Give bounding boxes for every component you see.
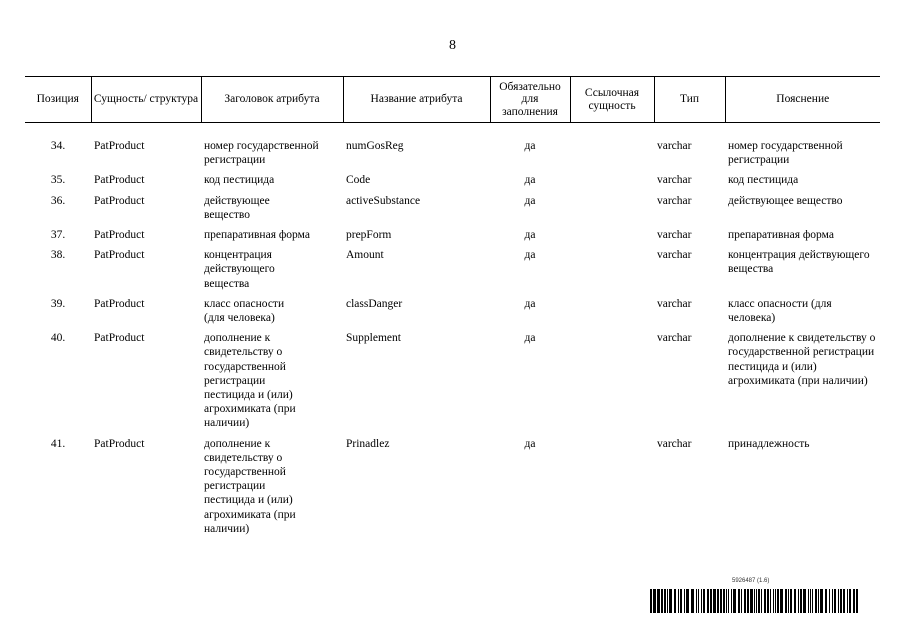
cell-entity: PatProduct <box>94 174 145 187</box>
cell-position: 41. <box>50 437 66 450</box>
cell-required: да <box>524 332 536 345</box>
cell-entity: PatProduct <box>94 229 145 242</box>
cell-type: varchar <box>657 437 692 450</box>
cell-entity: PatProduct <box>94 332 145 345</box>
cell-note: концентрация действующего вещества <box>728 249 870 276</box>
barcode-image <box>650 589 859 613</box>
cell-attribute-title: препаративная форма <box>204 229 310 242</box>
table-row <box>25 173 880 193</box>
cell-reference-entity <box>570 248 654 297</box>
cell-attribute-title: концентрация действующего вещества <box>204 249 275 290</box>
cell-type: varchar <box>657 174 692 187</box>
cell-position: 34. <box>50 140 66 152</box>
table-header-row <box>25 77 880 123</box>
table-row <box>25 228 880 248</box>
cell-note: препаративная форма <box>728 229 834 242</box>
cell-required: да <box>524 229 536 242</box>
cell-attribute-name: prepForm <box>346 229 392 242</box>
cell-attribute-title: класс опасности (для человека) <box>204 297 285 325</box>
cell-note: код пестицида <box>728 174 799 187</box>
page-number: 8 <box>449 38 456 53</box>
cell-attribute-title: действующее вещество <box>204 194 270 221</box>
cell-note: дополнение к свидетельству о государственной регистрации пестицида и (или) агрохимиката (при наличии) <box>728 332 876 387</box>
cell-reference-entity <box>570 173 654 193</box>
cell-attribute-name: activeSubstance <box>346 194 421 207</box>
cell-attribute-title: номер государственной регистрации <box>204 140 319 167</box>
cell-reference-entity <box>570 331 654 436</box>
cell-attribute-name: classDanger <box>346 297 403 310</box>
cell-reference-entity <box>570 228 654 248</box>
cell-note: действующее вещество <box>728 194 843 207</box>
cell-position: 38. <box>50 249 66 262</box>
cell-attribute-name: Prinadlez <box>346 437 390 450</box>
barcode-caption: 5926487 (1.6) <box>732 578 770 584</box>
table-row <box>25 248 880 297</box>
cell-reference-entity <box>570 297 654 331</box>
cell-type: varchar <box>657 140 692 152</box>
cell-required: да <box>524 140 536 152</box>
header-attribute-title: Заголовок атрибута <box>201 77 343 123</box>
table-row <box>25 297 880 331</box>
cell-position: 39. <box>50 297 66 310</box>
cell-attribute-name: Code <box>346 174 371 187</box>
cell-note: принадлежность <box>728 437 810 450</box>
cell-attribute-title: код пестицида <box>204 174 275 187</box>
cell-reference-entity <box>570 123 654 174</box>
header-attribute-name: Название атрибута <box>343 77 490 123</box>
table-row <box>25 123 880 174</box>
cell-entity: PatProduct <box>94 140 145 152</box>
cell-entity: PatProduct <box>94 194 145 207</box>
header-entity: Сущность/ структура <box>91 77 201 123</box>
cell-entity: PatProduct <box>94 249 145 262</box>
cell-type: varchar <box>657 229 692 242</box>
attribute-table <box>25 76 880 542</box>
cell-required: да <box>524 297 536 310</box>
table-row <box>25 331 880 436</box>
cell-position: 35. <box>50 174 66 187</box>
cell-type: varchar <box>657 194 692 207</box>
cell-note: номер государственной регистрации <box>728 140 843 167</box>
cell-entity: PatProduct <box>94 297 145 310</box>
cell-required: да <box>524 194 536 207</box>
header-required: Обязательно для заполнения <box>490 77 570 123</box>
cell-attribute-name: Amount <box>346 249 384 262</box>
table-row <box>25 437 880 542</box>
header-position: Позиция <box>25 77 91 123</box>
cell-attribute-name: Supplement <box>346 332 401 345</box>
cell-required: да <box>524 437 536 450</box>
cell-type: varchar <box>657 332 692 345</box>
cell-type: varchar <box>657 297 692 310</box>
cell-type: varchar <box>657 249 692 262</box>
cell-attribute-name: numGosReg <box>346 140 404 152</box>
cell-reference-entity <box>570 437 654 542</box>
header-reference-entity: Ссылочная сущность <box>570 77 654 123</box>
cell-position: 36. <box>50 194 66 207</box>
cell-position: 37. <box>50 229 66 242</box>
cell-note: класс опасности (для человека) <box>728 297 832 325</box>
cell-attribute-title: дополнение к свидетельству о государственной регистрации пестицида и (или) агрохимиката (при наличии) <box>204 437 296 535</box>
cell-attribute-title: дополнение к свидетельству о государственной регистрации пестицида и (или) агрохимиката (при наличии) <box>204 332 296 430</box>
cell-position: 40. <box>50 332 66 345</box>
table-body <box>25 123 880 543</box>
cell-reference-entity <box>570 194 654 228</box>
header-note: Пояснение <box>725 77 880 123</box>
header-type: Тип <box>654 77 725 123</box>
cell-entity: PatProduct <box>94 437 145 450</box>
cell-required: да <box>524 249 536 262</box>
cell-required: да <box>524 174 536 187</box>
table-row <box>25 194 880 228</box>
